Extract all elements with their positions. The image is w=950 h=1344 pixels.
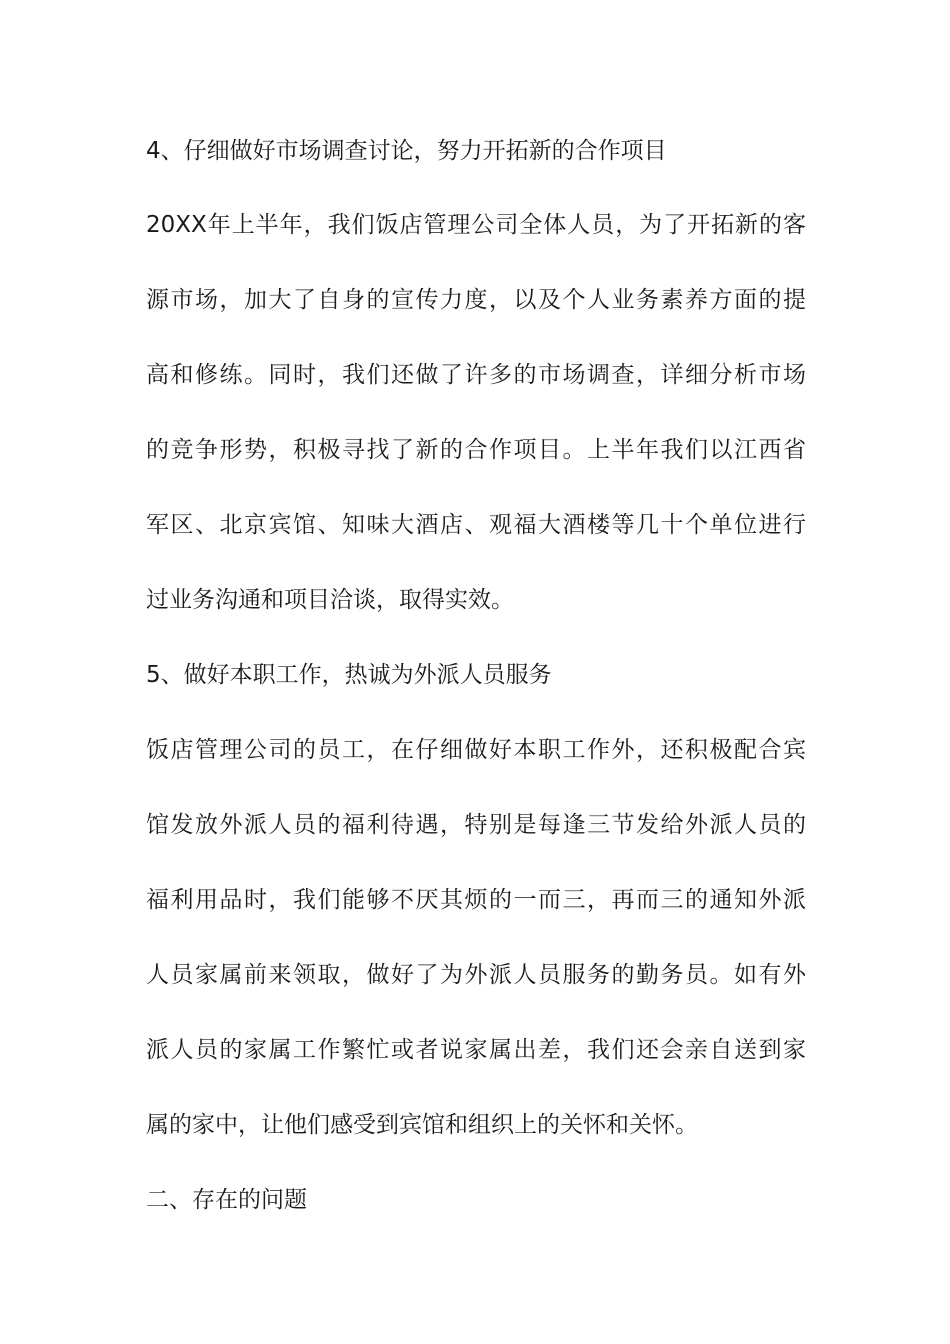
paragraph-line: 20XX年上半年，我们饭店管理公司全体人员，为了开拓新的客 — [146, 212, 806, 238]
paragraph-line: 饭店管理公司的员工，在仔细做好本职工作外，还积极配合宾 — [146, 737, 806, 763]
paragraph-line: 属的家中，让他们感受到宾馆和组织上的关怀和关怀。 — [146, 1112, 698, 1138]
paragraph-line: 馆发放外派人员的福利待遇，特别是每逢三节发给外派人员的 — [146, 812, 806, 838]
paragraph-line: 派人员的家属工作繁忙或者说家属出差，我们还会亲自送到家 — [146, 1037, 806, 1063]
heading-item-4: 4、仔细做好市场调查讨论，努力开拓新的合作项目 — [146, 138, 667, 164]
paragraph-line: 过业务沟通和项目洽谈，取得实效。 — [146, 587, 514, 613]
paragraph-line: 高和修练。同时，我们还做了许多的市场调查，详细分析市场 — [146, 362, 806, 388]
paragraph-line: 源市场，加大了自身的宣传力度，以及个人业务素养方面的提 — [146, 287, 806, 313]
heading-item-5: 5、做好本职工作，热诚为外派人员服务 — [146, 662, 552, 688]
section-heading: 二、存在的问题 — [146, 1187, 307, 1213]
paragraph-line: 人员家属前来领取，做好了为外派人员服务的勤务员。如有外 — [146, 962, 806, 988]
paragraph-line: 的竞争形势，积极寻找了新的合作项目。上半年我们以江西省 — [146, 437, 806, 463]
paragraph-line: 军区、北京宾馆、知味大酒店、观福大酒楼等几十个单位进行 — [146, 512, 806, 538]
paragraph-line: 福利用品时，我们能够不厌其烦的一而三，再而三的通知外派 — [146, 887, 806, 913]
